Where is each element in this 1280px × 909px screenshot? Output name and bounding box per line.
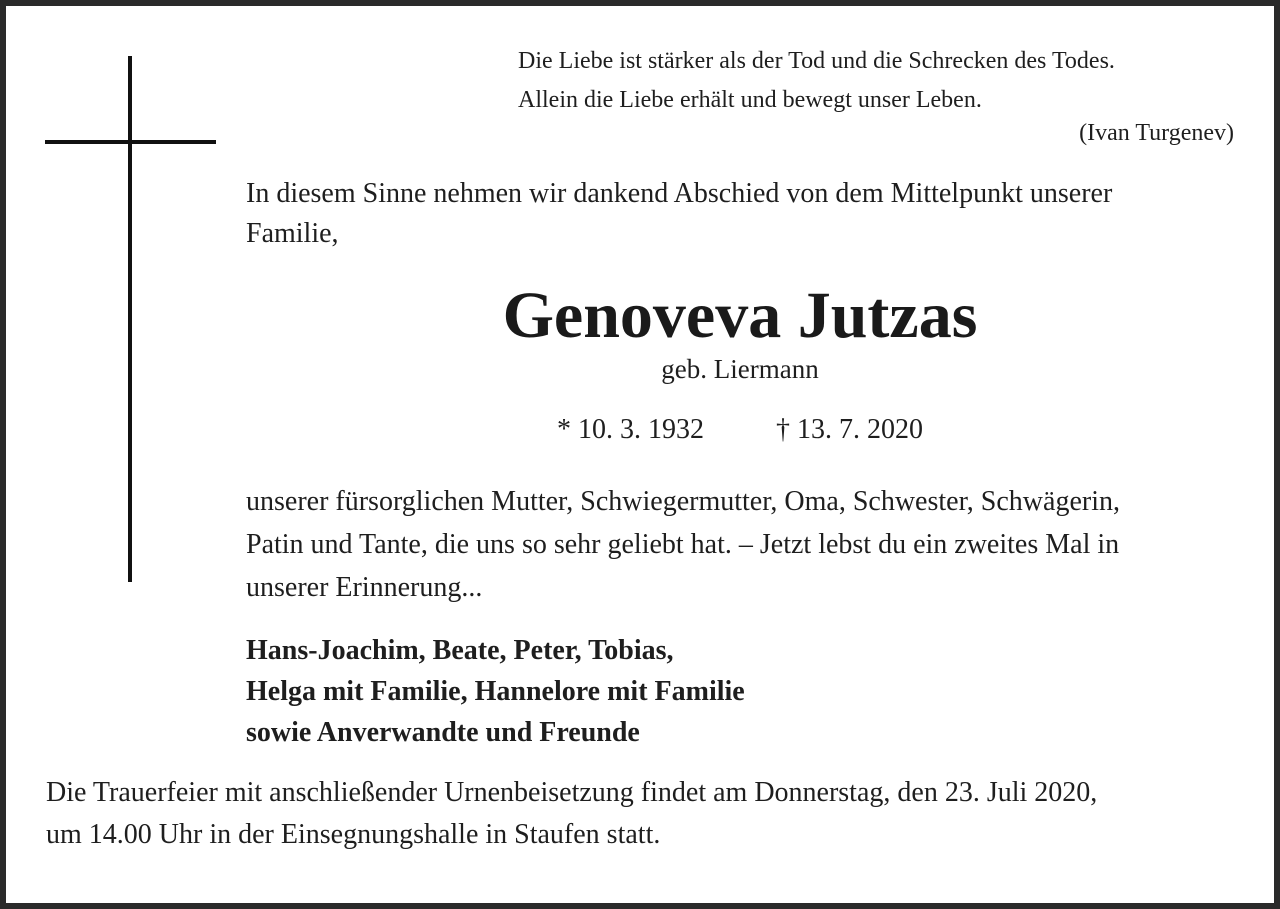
quote-line: Allein die Liebe erhält und bewegt unser Leben. [518, 87, 982, 113]
intro-line: Familie, [246, 218, 339, 249]
relations-line: unserer fürsorglichen Mutter, Schwiegermutter, Oma, Schwester, Schwägerin, [246, 486, 1120, 517]
deceased-name: Genoveva Jutzas [502, 279, 978, 352]
obituary-notice [6, 6, 1274, 903]
intro-text [246, 174, 1246, 254]
death-date: † 13. 7. 2020 [776, 414, 923, 445]
funeral-info [46, 772, 1246, 856]
relations-line: Patin und Tante, die uns so sehr geliebt hat. – Jetzt lebst du ein zweites Mal in [246, 529, 1120, 560]
cross-icon [128, 56, 132, 582]
mourners-line: Helga mit Familie, Hannelore mit Familie [246, 676, 745, 707]
funeral-line: Die Trauerfeier mit anschließender Urnenbeisetzung findet am Donnerstag, den 23. Juli 2020, [46, 777, 1098, 808]
quote [518, 42, 1115, 120]
funeral-line: um 14.00 Uhr in der Einsegnungshalle in Staufen statt. [46, 819, 661, 850]
mourners-line: sowie Anverwandte und Freunde [246, 717, 640, 748]
relations-text [246, 480, 1246, 609]
quote-author: (Ivan Turgenev) [1079, 120, 1234, 146]
mourners-line: Hans-Joachim, Beate, Peter, Tobias, [246, 635, 674, 666]
relations-line: unserer Erinnerung... [246, 572, 483, 603]
maiden-name: geb. Liermann [661, 354, 819, 384]
mourners-list [246, 630, 745, 753]
intro-line: In diesem Sinne nehmen wir dankend Abschied von dem Mittelpunkt unserer [246, 178, 1113, 209]
cross-icon-bar [45, 140, 216, 144]
birth-date: * 10. 3. 1932 [557, 414, 704, 445]
life-dates [240, 412, 1240, 448]
quote-line: Die Liebe ist stärker als der Tod und die Schrecken des Todes. [518, 48, 1115, 74]
